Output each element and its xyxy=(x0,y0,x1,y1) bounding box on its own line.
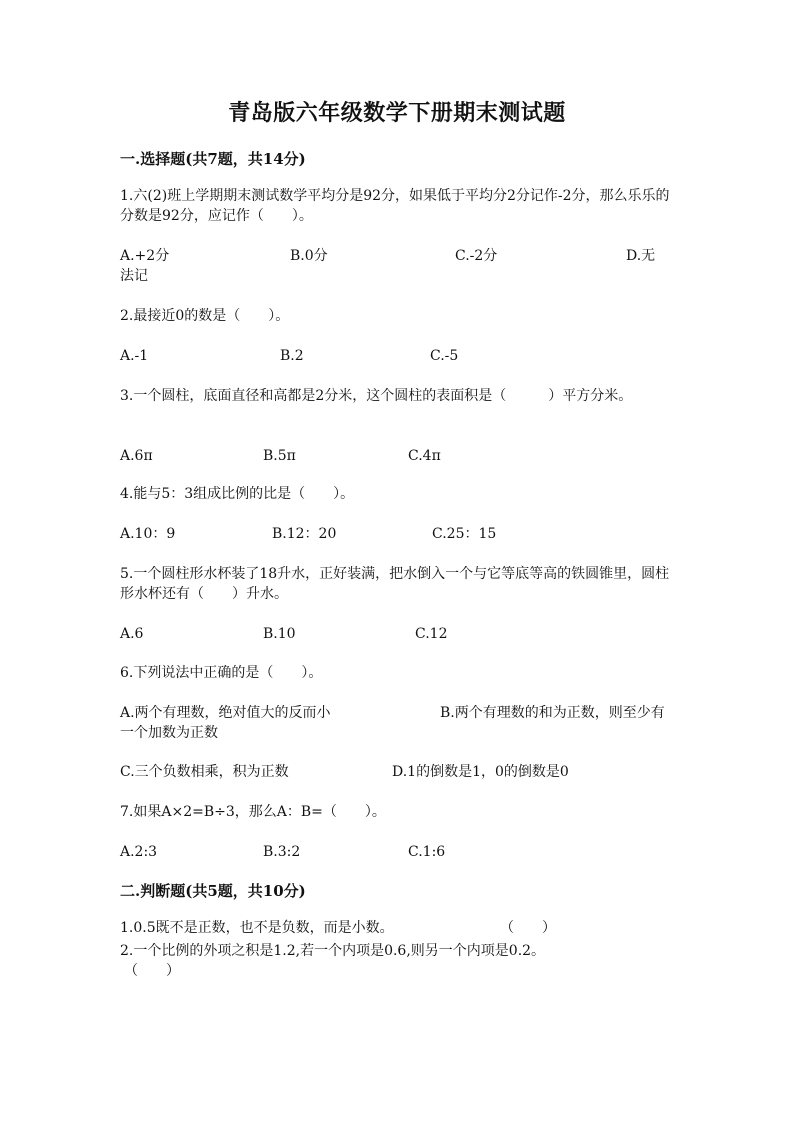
option-a: A.6π xyxy=(120,448,153,464)
option-c: C.-5 xyxy=(430,348,459,364)
option-c: C.-2分 xyxy=(455,248,498,264)
judgment-question-text: 2.一个比例的外项之积是1.2,若一个内项是0.6,则另一个内项是0.2。 xyxy=(120,943,546,959)
option-d: D.无法记 xyxy=(120,248,656,284)
option-c: C.三个负数相乘，积为正数 xyxy=(120,764,289,780)
option-c: C.25：15 xyxy=(432,526,497,542)
option-a: A.两个有理数，绝对值大的反而小 xyxy=(120,705,331,721)
question-text: 3.一个圆柱，底面直径和高都是2分米，这个圆柱的表面积是（ ）平方分米。 xyxy=(120,388,633,404)
option-a: A.10：9 xyxy=(120,526,176,542)
option-a: A.-1 xyxy=(120,348,149,364)
answer-blank[interactable]: （ ） xyxy=(124,963,180,979)
option-b: B.两个有理数的和为正数，则至少有一个加数为正数 xyxy=(120,705,665,741)
page-title: 青岛版六年级数学下册期末测试题 xyxy=(228,100,566,126)
option-a: A.+2分 xyxy=(120,248,170,264)
option-c: C.1:6 xyxy=(408,844,446,860)
section-heading-multiple-choice: 一.选择题(共7题，共14分) xyxy=(120,150,306,168)
option-b: B.10 xyxy=(263,626,296,642)
question-text: 1.六(2)班上学期期末测试数学平均分是92分，如果低于平均分2分记作-2分，那么乐乐的分数是92分，应记作（ ）。 xyxy=(120,188,670,224)
option-a: A.2:3 xyxy=(120,844,158,860)
option-a: A.6 xyxy=(120,626,144,642)
option-b: B.12：20 xyxy=(272,526,337,542)
question-text: 2.最接近0的数是（ ）。 xyxy=(120,308,290,324)
option-b: B.3:2 xyxy=(263,844,301,860)
option-c: C.4π xyxy=(408,448,441,464)
question-text: 5.一个圆柱形水杯装了18升水，正好装满，把水倒入一个与它等底等高的铁圆锥里，圆柱形水杯还有（ ）升水。 xyxy=(120,566,670,602)
option-b: B.5π xyxy=(263,448,296,464)
option-d: D.1的倒数是1，0的倒数是0 xyxy=(392,764,569,780)
option-c: C.12 xyxy=(415,626,448,642)
judgment-question-text: 1.0.5既不是正数，也不是负数，而是小数。 xyxy=(120,920,394,936)
option-b: B.0分 xyxy=(290,248,328,264)
section-heading-true-false: 二.判断题(共5题，共10分) xyxy=(120,882,306,900)
option-b: B.2 xyxy=(280,348,304,364)
answer-blank[interactable]: （ ） xyxy=(500,920,556,936)
question-text: 7.如果A×2=B÷3，那么A：B=（ ）。 xyxy=(120,804,386,820)
question-text: 4.能与5：3组成比例的比是（ ）。 xyxy=(120,486,355,502)
question-text: 6.下列说法中正确的是（ ）。 xyxy=(120,665,323,681)
